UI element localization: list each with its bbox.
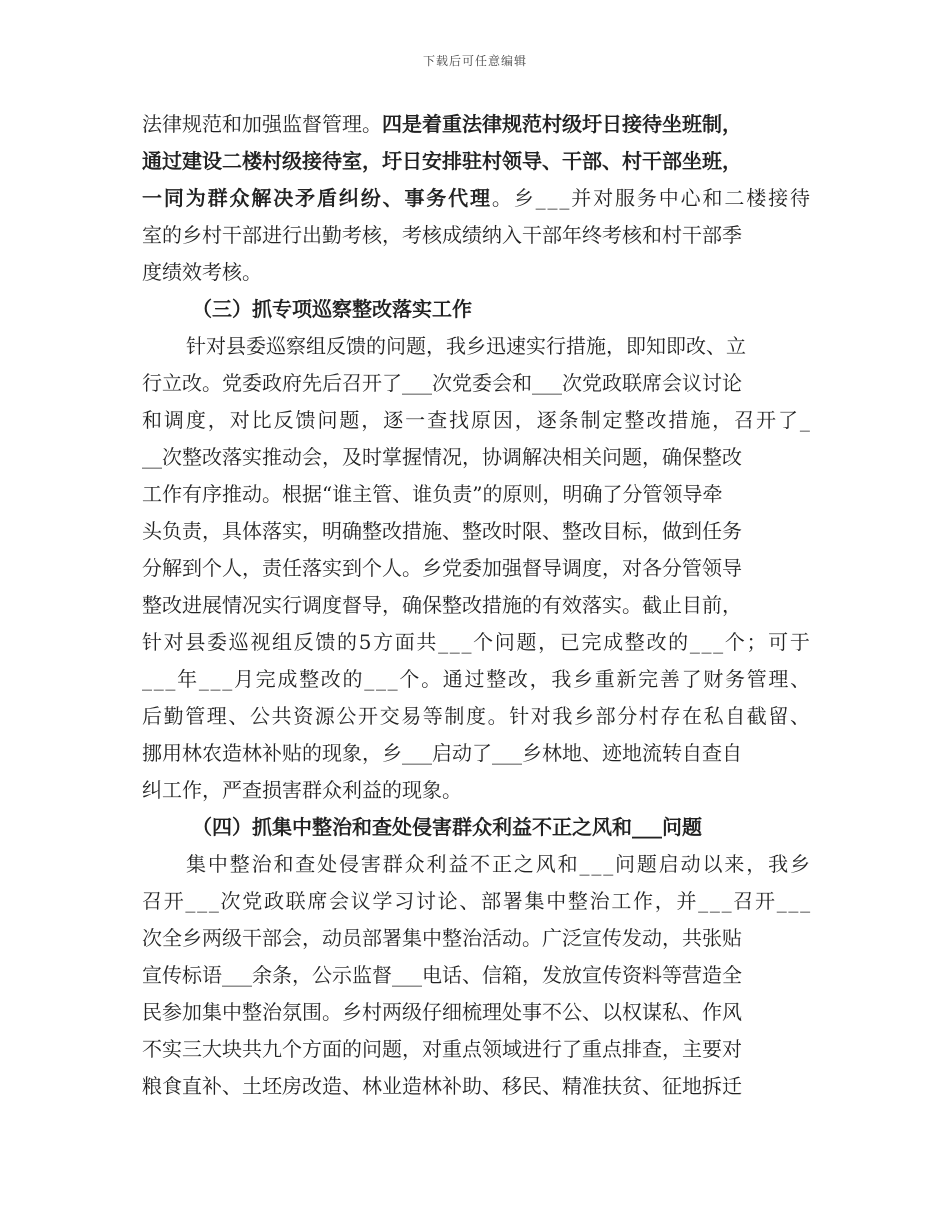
section-heading-4: （四）抓集中整治和查处侵害群众利益不正之风和___问题	[192, 815, 702, 839]
paragraph-2-line: ___年___月完成整改的___个。通过整改，我乡重新完善了财务管理、	[142, 667, 812, 691]
paragraph-1-line-2: 通过建设二楼村级接待室，圩日安排驻村领导、干部、村干部坐班，	[142, 149, 742, 173]
paragraph-1-line-4: 室的乡村干部进行出勤考核，考核成绩纳入干部年终考核和村干部季	[142, 223, 742, 247]
paragraph-1-line-3-bold: 一同为群众解决矛盾纠纷、事务代理	[142, 186, 492, 210]
paragraph-2-line: 行立改。党委政府先后召开了___次党委会和___次党政联席会议讨论	[142, 371, 742, 395]
paragraph-2-line: 头负责，具体落实，明确整改措施、整改时限、整改目标，做到任务	[142, 519, 742, 543]
paragraph-1-line-5: 度绩效考核。	[142, 260, 262, 284]
document-body	[142, 106, 810, 1105]
paragraph-3-line: 不实三大块共九个方面的问题，对重点领域进行了重点排查，主要对	[142, 1037, 742, 1061]
page-header: 下载后可任意编辑	[422, 54, 527, 68]
paragraph-1-line-1-bold: 四是着重法律规范村级圩日接待坐班制，	[382, 112, 742, 136]
paragraph-2-line: 后勤管理、公共资源公开交易等制度。针对我乡部分村存在私自截留、	[142, 704, 812, 728]
paragraph-3-line: 民参加集中整治氛围。乡村两级仔细梳理处事不公、以权谋私、作风	[142, 1000, 742, 1024]
paragraph-2-line: 纠工作，严查损害群众利益的现象。	[142, 778, 462, 802]
paragraph-3-line: 宣传标语___余条，公示监督___电话、信箱，发放宣传资料等营造全	[142, 963, 742, 987]
paragraph-2-line: 挪用林农造林补贴的现象，乡___启动了___乡林地、迹地流转自查自	[142, 741, 742, 765]
paragraph-3-line: 粮食直补、土坯房改造、林业造林补助、移民、精准扶贫、征地拆迁	[142, 1074, 742, 1098]
paragraph-1-line-1	[142, 106, 810, 143]
paragraph-1-line-3-normal: 。乡___并对服务中心和二楼接待	[491, 186, 812, 210]
paragraph-3-line: 召开___次党政联席会议学习讨论、部署集中整治工作，并___召开___	[142, 889, 812, 913]
section-heading-3: （三）抓专项巡察整改落实工作	[192, 297, 472, 321]
paragraph-2-line: 针对县委巡察组反馈的问题，我乡迅速实行措施，即知即改、立	[186, 334, 746, 358]
paragraph-2-line: 和调度，对比反馈问题，逐一查找原因，逐条制定整改措施，召开了_	[142, 408, 812, 432]
paragraph-2-line: 整改进展情况实行调度督导，确保整改措施的有效落实。截止目前，	[142, 593, 742, 617]
paragraph-1-line-1-normal: 法律规范和加强监督管理。	[142, 112, 382, 136]
paragraph-3-line: 次全乡两级干部会，动员部署集中整治活动。广泛宣传发动，共张贴	[142, 926, 742, 950]
paragraph-1-line-3	[142, 180, 810, 217]
paragraph-2-line: 分解到个人，责任落实到个人。乡党委加强督导调度，对各分管领导	[142, 556, 742, 580]
paragraph-2-line: 工作有序推动。根据“谁主管、谁负责”的原则，明确了分管领导牵	[142, 482, 723, 506]
paragraph-2-line: __次整改落实推动会，及时掌握情况，协调解决相关问题，确保整改	[142, 445, 742, 469]
paragraph-3-line: 集中整治和查处侵害群众利益不正之风和___问题启动以来，我乡	[186, 852, 812, 876]
paragraph-2-line: 针对县委巡视组反馈的5方面共___个问题，已完成整改的___个；可于	[142, 630, 812, 654]
